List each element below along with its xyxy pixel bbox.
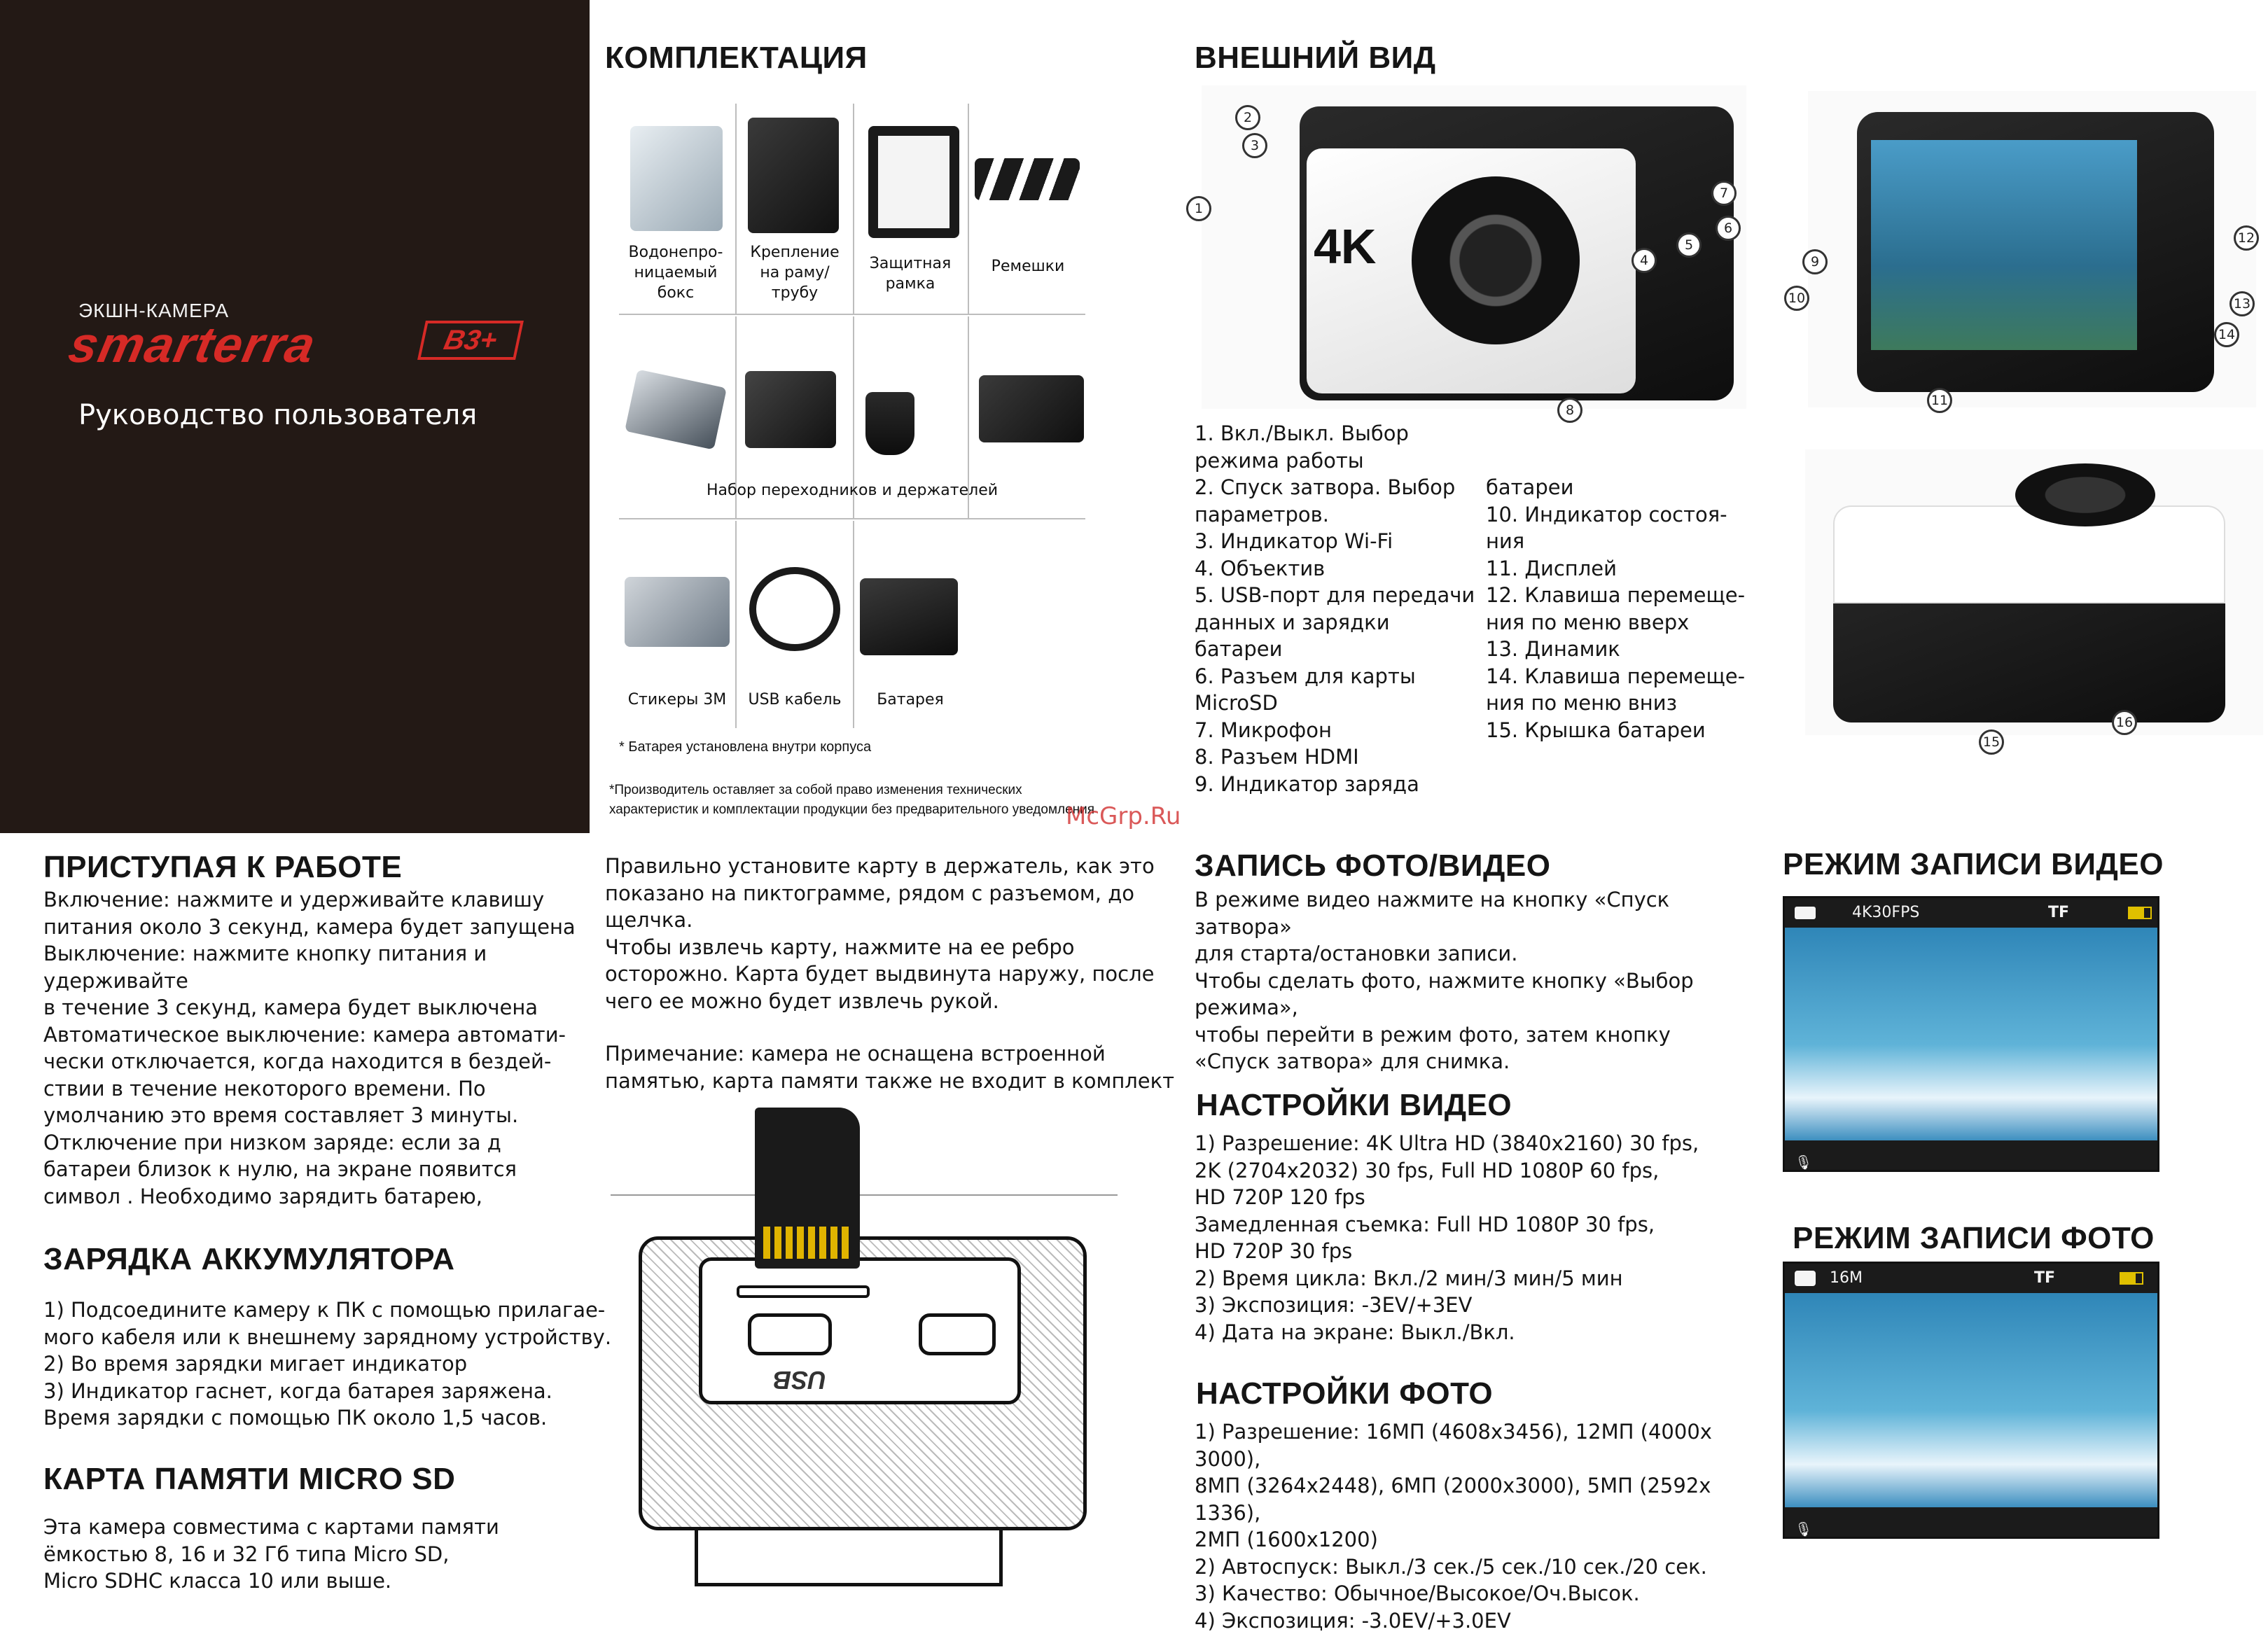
tf-card-icon: TF	[2048, 904, 2070, 921]
video-camera-icon	[1795, 907, 1816, 919]
text-line: режима»,	[1195, 996, 1298, 1019]
photo-settings-text	[1195, 1418, 1712, 1634]
callout-16: 16	[2112, 710, 2137, 735]
kit-title: КОМПЛЕКТАЦИЯ	[605, 41, 868, 75]
text-line: 2) Во время зарядки мигает индикатор	[43, 1352, 468, 1376]
mic-muted-icon: 🎙	[1795, 1154, 1813, 1171]
cover-guide-title: Руководство пользователя	[78, 399, 478, 431]
text-line: чего ее можно будет извлечь рукой.	[605, 989, 999, 1013]
video-mode-screen	[1783, 896, 2159, 1172]
text-line: Время зарядки с помощью ПК около 1,5 часов.	[43, 1406, 548, 1430]
stickers-image	[625, 577, 730, 647]
text-line: Автоматическое выключение: камера автомати-	[43, 1022, 566, 1047]
text-line: 2) Автоспуск: Выкл./3 сек./5 сек./10 сек./20 сек.	[1195, 1554, 1707, 1579]
photo-status-bar	[1785, 1264, 2157, 1293]
text-line: мого кабеля или к внешнему зарядному устройству.	[43, 1325, 612, 1349]
video-bottom-bar	[1785, 1140, 2157, 1170]
photo-mode-title: РЕЖИМ ЗАПИСИ ФОТО	[1793, 1221, 2155, 1255]
text-line: Эта камера совместима с картами памяти	[43, 1515, 499, 1539]
text-line: 1) Разрешение: 16МП (4608x3456), 12МП (4000x	[1195, 1420, 1712, 1444]
photo-resolution-label: 16M	[1830, 1269, 1863, 1287]
start-text	[43, 886, 576, 1210]
battery-image	[860, 578, 958, 655]
text-line: В режиме видео нажмите на кнопку «Спуск	[1195, 888, 1670, 912]
list-item: 15. Крышка батареи	[1486, 718, 1706, 742]
text-line: в течение 3 секунд, камера будет выключена	[43, 996, 538, 1019]
bar-mount-image	[748, 118, 839, 233]
text-line: памятью, карта памяти также не входит в комплект	[605, 1068, 1175, 1093]
list-item: 1. Вкл./Выкл. Выбор	[1195, 421, 1409, 445]
adapter-image	[745, 371, 836, 448]
text-line: чески отключается, когда находится в бездей-	[43, 1049, 552, 1073]
text-line: 2) Время цикла: Вкл./2 мин/3 мин/5 мин	[1195, 1266, 1623, 1290]
record-text	[1195, 886, 1694, 1075]
brand-logo: smarterra	[64, 317, 321, 373]
camera-back-photo	[1808, 91, 2256, 407]
usb-label: USB	[773, 1366, 827, 1395]
text-line: HD 720P 30 fps	[1195, 1239, 1353, 1263]
frame-image	[868, 126, 959, 238]
microsd-text	[43, 1514, 499, 1595]
text-line: умолчанию это время составляет 3 минуты.	[43, 1103, 519, 1127]
photo-mode-screen	[1783, 1262, 2159, 1539]
text-line: 3000),	[1195, 1446, 1261, 1471]
text-line: 3) Качество: Обычное/Высокое/Оч.Высок.	[1195, 1581, 1640, 1605]
text-line: 4) Экспозиция: -3.0EV/+3.0EV	[1195, 1608, 1511, 1633]
text-line: щелчка.	[605, 908, 693, 932]
list-item: режима работы	[1195, 448, 1364, 473]
list-item: параметров.	[1195, 502, 1329, 526]
list-item: 9. Индикатор заряда	[1195, 771, 1419, 796]
text-line: HD 720P 120 fps	[1195, 1185, 1365, 1209]
charging-title: ЗАРЯДКА АККУМУЛЯТОРА	[43, 1242, 455, 1276]
charging-text	[43, 1297, 611, 1432]
callout-10: 10	[1784, 286, 1809, 311]
tf-card-icon: TF	[2034, 1269, 2056, 1287]
list-item: 14. Клавиша перемеще-	[1486, 664, 1746, 688]
mic-muted-icon: 🎙	[1795, 1521, 1813, 1537]
cover-subtitle: ЭКШН-КАМЕРА	[78, 300, 230, 321]
battery-icon	[2128, 907, 2152, 919]
callout-11: 11	[1927, 388, 1952, 413]
list-item: 7. Микрофон	[1195, 718, 1332, 742]
list-item: 5. USB-порт для передачи	[1195, 583, 1475, 607]
waterproof-case-image	[630, 126, 723, 231]
text-line: чтобы перейти в режим фото, затем кнопку	[1195, 1022, 1671, 1047]
text-line: 1) Подсоедините камеру к ПК с помощью прилагае-	[43, 1298, 606, 1322]
list-item: 10. Индикатор состоя-	[1486, 502, 1727, 526]
jetski-photo	[1785, 1293, 2157, 1507]
usb-cable-image	[749, 567, 840, 651]
camera-front-photo	[1202, 85, 1746, 409]
callout-13: 13	[2229, 291, 2255, 316]
watermark: McGrp.Ru	[1066, 802, 1181, 830]
sd-card-illustration	[611, 1103, 1118, 1593]
appearance-list-col2	[1486, 474, 1745, 743]
callout-8: 8	[1557, 398, 1582, 423]
text-line: 8МП (3264x2448), 6МП (2000x3000), 5МП (2592x	[1195, 1474, 1711, 1497]
callout-7: 7	[1711, 181, 1737, 206]
text-line: показано на пиктограмме, рядом с разъемом, до	[605, 881, 1135, 905]
callout-5: 5	[1676, 232, 1702, 258]
text-line: Правильно установите карту в держатель, как это	[605, 854, 1155, 878]
text-line: 2K (2704x2032) 30 fps, Full HD 1080P 60 fps,	[1195, 1158, 1660, 1182]
grid-line	[619, 314, 1085, 315]
kit-item-label: Защитная рамка	[869, 255, 952, 293]
video-resolution-label: 4K30FPS	[1852, 904, 1920, 921]
callout-4: 4	[1632, 248, 1657, 273]
grid-line	[968, 104, 969, 314]
list-item: 13. Динамик	[1486, 637, 1620, 661]
jetski-photo	[1785, 928, 2157, 1140]
video-mode-title: РЕЖИМ ЗАПИСИ ВИДЕО	[1783, 847, 2164, 881]
list-item: батареи	[1195, 637, 1283, 661]
text-line: Чтобы извлечь карту, нажмите на ее ребро	[605, 935, 1075, 959]
mount-image	[979, 375, 1084, 442]
battery-icon	[2120, 1272, 2143, 1285]
camera-4k-logo: 4K	[1314, 219, 1377, 274]
list-item: ния по меню вниз	[1486, 691, 1678, 715]
tripod-adapter-image	[865, 392, 914, 455]
callout-3: 3	[1242, 133, 1267, 158]
text-line: Замедленная съемка: Full HD 1080P 30 fps,	[1195, 1212, 1655, 1236]
photo-settings-title: НАСТРОЙКИ ФОТО	[1196, 1376, 1494, 1411]
disclaimer-line: характеристик и комплектации продукции без предварительного уведомления	[609, 802, 1095, 817]
callout-12: 12	[2234, 225, 2259, 251]
callout-6: 6	[1716, 216, 1741, 241]
grid-line	[619, 518, 1085, 519]
callout-15: 15	[1979, 729, 2004, 755]
text-line: «Спуск затвора» для снимка.	[1195, 1049, 1510, 1073]
list-item: 8. Разъем HDMI	[1195, 745, 1359, 769]
photo-bottom-bar	[1785, 1507, 2157, 1537]
list-item: 2. Спуск затвора. Выбор	[1195, 475, 1456, 499]
text-line: 3) Индикатор гаснет, когда батарея заряжена.	[43, 1378, 552, 1403]
text-line: Micro SDHC класса 10 или выше.	[43, 1569, 392, 1593]
record-title: ЗАПИСЬ ФОТО/ВИДЕО	[1195, 849, 1551, 883]
model-badge: B3+	[417, 321, 524, 360]
list-item: 6. Разъем для карты	[1195, 664, 1416, 688]
text-line: 3) Экспозиция: -3EV/+3EV	[1195, 1293, 1473, 1317]
callout-14: 14	[2214, 322, 2239, 347]
text-line: Выключение: нажмите кнопку питания и	[43, 942, 487, 965]
text-line: 1) Разрешение: 4K Ultra HD (3840x2160) 30 fps,	[1195, 1131, 1699, 1155]
text-line: 1336),	[1195, 1500, 1261, 1525]
straps-image	[975, 158, 1080, 200]
grid-line	[853, 104, 854, 314]
list-item: 4. Объектив	[1195, 556, 1326, 580]
video-status-bar	[1785, 898, 2157, 928]
text-line: для старта/остановки записи.	[1195, 942, 1518, 965]
text-line: Включение: нажмите и удерживайте клавишу	[43, 888, 545, 912]
kit-item-label: Водонепро- ницаемый бокс	[628, 244, 723, 302]
disclaimer-line: *Производитель оставляет за собой право изменения технических	[609, 783, 1022, 797]
battery-note: * Батарея установлена внутри корпуса	[619, 739, 872, 755]
text-line: затвора»	[1195, 914, 1292, 939]
appearance-list-col1	[1195, 420, 1475, 797]
kit-item-label: Стикеры 3M	[627, 691, 727, 708]
list-item: 11. Дисплей	[1486, 556, 1617, 580]
list-item: 3. Индикатор Wi-Fi	[1195, 529, 1393, 553]
kit-item-label: USB кабель	[748, 691, 842, 708]
card-install-note	[605, 1040, 1174, 1094]
camera-side-photo	[1805, 449, 2263, 735]
list-item: ния по меню вверх	[1486, 610, 1690, 634]
list-item: данных и зарядки	[1195, 610, 1390, 634]
text-line: 2МП (1600x1200)	[1195, 1528, 1378, 1551]
kit-item-label: Крепление на раму/ трубу	[750, 244, 840, 302]
grid-line	[735, 104, 737, 314]
text-line: ёмкостью 8, 16 и 32 Гб типа Micro SD,	[43, 1542, 450, 1566]
text-line: батареи близок к нулю, на экране появится	[43, 1157, 517, 1181]
video-settings-text	[1195, 1130, 1699, 1346]
text-line: ствии в течение некоторого времени. По	[43, 1076, 486, 1101]
microsd-title: КАРТА ПАМЯТИ MICRO SD	[43, 1462, 456, 1496]
photo-camera-icon	[1795, 1271, 1816, 1286]
list-item: батареи	[1486, 475, 1574, 499]
text-line: 4) Дата на экране: Выкл./Вкл.	[1195, 1320, 1515, 1344]
text-line: Примечание: камера не оснащена встроенной	[605, 1042, 1106, 1066]
text-line: осторожно. Карта будет выдвинута наружу, после	[605, 962, 1155, 986]
text-line: питания около 3 секунд, камера будет запущена	[43, 914, 576, 939]
text-line: удерживайте	[43, 968, 188, 993]
kit-item-label: Ремешки	[991, 258, 1065, 275]
card-install-text	[605, 853, 1155, 1014]
list-item: ния	[1486, 529, 1525, 553]
list-item: 12. Клавиша перемеще-	[1486, 583, 1746, 607]
callout-2: 2	[1235, 105, 1260, 130]
text-line: Отключение при низком заряде: если за д	[43, 1130, 501, 1154]
appearance-title: ВНЕШНИЙ ВИД	[1195, 41, 1436, 75]
start-title: ПРИСТУПАЯ К РАБОТЕ	[43, 850, 403, 884]
kit-adapters-label: Набор переходников и держателей	[706, 482, 999, 499]
callout-1: 1	[1186, 196, 1211, 221]
adapter-image	[625, 369, 727, 449]
text-line: символ . Необходимо зарядить батарею,	[43, 1184, 482, 1208]
callout-9: 9	[1802, 249, 1828, 274]
video-settings-title: НАСТРОЙКИ ВИДЕО	[1196, 1088, 1512, 1122]
text-line: Чтобы сделать фото, нажмите кнопку «Выбор	[1195, 968, 1694, 993]
kit-item-label: Батарея	[877, 691, 944, 708]
list-item: MicroSD	[1195, 691, 1278, 715]
